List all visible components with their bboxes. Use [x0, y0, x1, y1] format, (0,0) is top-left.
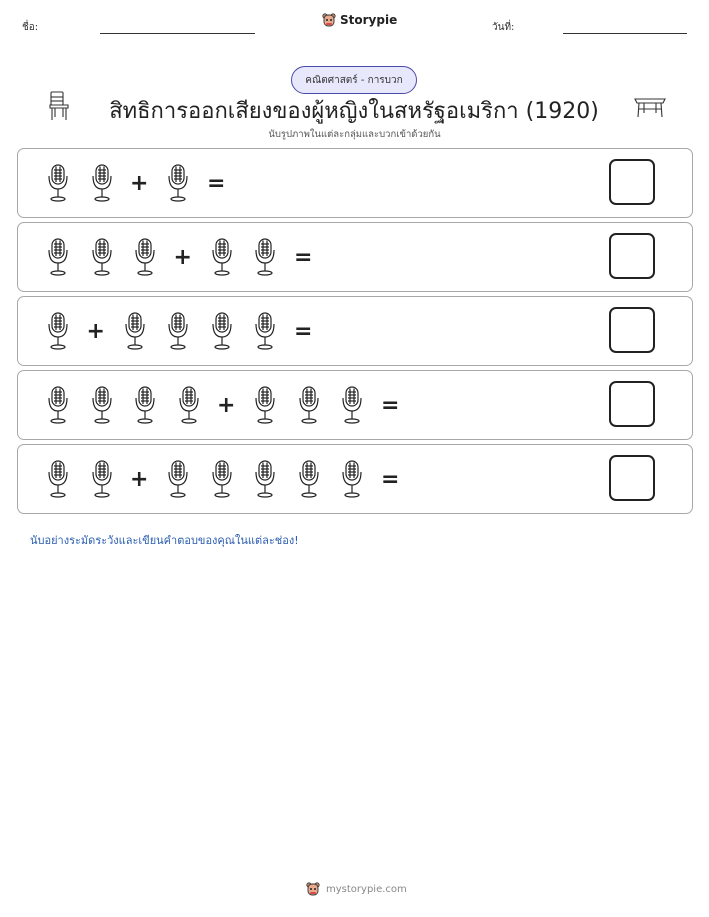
- chair-icon: [46, 90, 72, 122]
- equation: [40, 371, 411, 439]
- microphone-icon: [247, 458, 283, 500]
- microphone-icon: [291, 384, 327, 426]
- brand-logo: [322, 12, 397, 28]
- microphone-icon: [40, 310, 76, 352]
- problem-list: [17, 148, 693, 518]
- equation: [40, 297, 324, 365]
- microphone-icon: [40, 458, 76, 500]
- microphone-icon: [117, 310, 153, 352]
- answer-box[interactable]: [609, 455, 655, 501]
- microphone-icon: [40, 162, 76, 204]
- equals-sign: =: [293, 318, 313, 344]
- problem-row: [17, 296, 693, 366]
- date-label: วันที่:: [492, 22, 515, 33]
- microphone-icon: [247, 310, 283, 352]
- microphone-icon: [84, 236, 120, 278]
- microphone-icon: [127, 384, 163, 426]
- microphone-icon: [40, 384, 76, 426]
- equation: [40, 223, 324, 291]
- plus-sign: +: [86, 318, 105, 344]
- equals-sign: =: [380, 392, 400, 418]
- name-label: ชื่อ:: [22, 22, 39, 33]
- answer-box[interactable]: [609, 381, 655, 427]
- problem-row: [17, 222, 693, 292]
- plus-sign: +: [130, 466, 149, 492]
- microphone-icon: [84, 384, 120, 426]
- microphone-icon: [334, 458, 370, 500]
- answer-box[interactable]: [609, 233, 655, 279]
- equals-sign: =: [206, 170, 226, 196]
- plus-sign: +: [130, 170, 149, 196]
- microphone-icon: [160, 162, 196, 204]
- plus-sign: +: [217, 392, 236, 418]
- microphone-icon: [334, 384, 370, 426]
- storypie-mascot-icon: [306, 881, 320, 897]
- microphone-icon: [291, 458, 327, 500]
- footer: [306, 881, 407, 897]
- answer-box[interactable]: [609, 307, 655, 353]
- answer-box[interactable]: [609, 159, 655, 205]
- name-line[interactable]: [100, 33, 255, 34]
- microphone-icon: [247, 236, 283, 278]
- worksheet-title: สิทธิการออกเสียงของผู้หญิงในสหรัฐอเมริกา (1920): [109, 99, 599, 124]
- microphone-icon: [127, 236, 163, 278]
- storypie-mascot-icon: [322, 12, 336, 28]
- plus-sign: +: [173, 244, 192, 270]
- equals-sign: =: [293, 244, 313, 270]
- microphone-icon: [204, 310, 240, 352]
- problem-row: [17, 370, 693, 440]
- brand-name: Storypie: [340, 13, 398, 27]
- category-badge: คณิตศาสตร์ - การบวก: [291, 66, 417, 94]
- microphone-icon: [84, 458, 120, 500]
- footer-site: mystorypie.com: [326, 883, 407, 895]
- reminder-note: นับอย่างระมัดระวังและเขียนคำตอบของคุณในแต่ละช่อง!: [30, 534, 299, 547]
- table-icon: [633, 93, 667, 119]
- equation: [40, 445, 411, 513]
- date-line[interactable]: [563, 33, 687, 34]
- equals-sign: =: [380, 466, 400, 492]
- microphone-icon: [40, 236, 76, 278]
- problem-row: [17, 148, 693, 218]
- microphone-icon: [171, 384, 207, 426]
- microphone-icon: [84, 162, 120, 204]
- microphone-icon: [160, 310, 196, 352]
- microphone-icon: [247, 384, 283, 426]
- microphone-icon: [204, 236, 240, 278]
- microphone-icon: [160, 458, 196, 500]
- equation: [40, 149, 237, 217]
- instruction-text: นับรูปภาพในแต่ละกลุ่มและบวกเข้าด้วยกัน: [268, 129, 441, 140]
- microphone-icon: [204, 458, 240, 500]
- problem-row: [17, 444, 693, 514]
